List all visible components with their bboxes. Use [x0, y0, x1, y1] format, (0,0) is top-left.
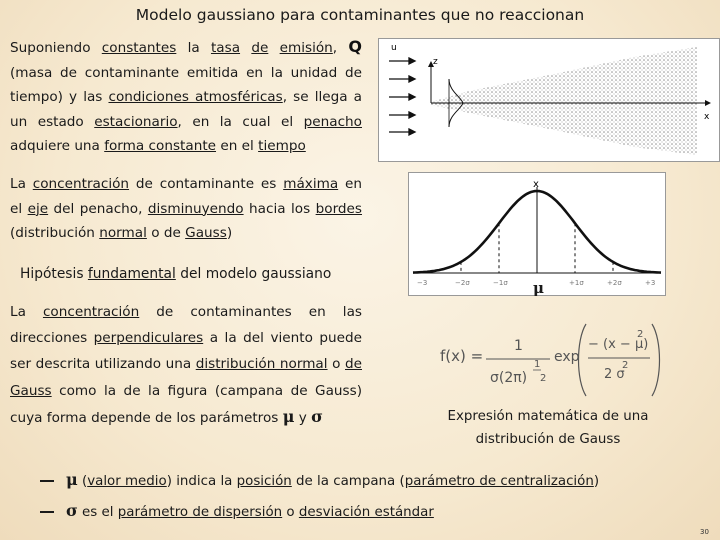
- greek-symbol: σ: [311, 406, 323, 426]
- hypothesis-heading: [20, 266, 331, 282]
- underlined-term: Gauss: [10, 382, 52, 399]
- underlined-term: concentración: [42, 304, 140, 320]
- bell-mu-label: μ: [533, 279, 544, 297]
- text-run: o de: [146, 225, 186, 242]
- paragraph-steady-state: [10, 35, 362, 159]
- underlined-term: de: [345, 356, 362, 373]
- text-run: La: [10, 176, 33, 192]
- underlined-term: posición: [236, 474, 292, 489]
- bullet-dash-icon: [40, 480, 54, 482]
- text-run: , en la cual el: [177, 113, 304, 130]
- underlined-term: valor medio: [87, 474, 167, 489]
- paragraph-max-concentration: [10, 172, 362, 246]
- caption-line-2: distribución de Gauss: [475, 432, 621, 447]
- plume-label-x: x: [704, 112, 710, 122]
- formula-numerator: 1: [514, 338, 523, 354]
- bell-svg: [409, 173, 665, 295]
- text-run: (distribución: [10, 225, 100, 242]
- text-run: ): [226, 225, 233, 242]
- text-run: en el: [10, 176, 362, 217]
- formula-inner-numerator: − (x − μ): [588, 337, 649, 352]
- bell-tick-label: +3: [645, 279, 656, 287]
- text-run: adquiere una: [10, 138, 105, 155]
- text-run: es el: [77, 505, 118, 520]
- underlined-term: eje: [27, 200, 49, 217]
- gaussian-formula: [438, 320, 718, 400]
- bell-tick-label: −1σ: [493, 279, 508, 287]
- formula-exp: exp: [554, 349, 580, 365]
- underlined-term: distribución normal: [195, 356, 328, 373]
- paragraph-gaussian-description: [10, 299, 362, 431]
- formula-inner-sq: 2: [637, 329, 644, 340]
- formula-caption: [418, 405, 678, 451]
- formula-power-den: 2: [540, 373, 547, 384]
- plume-cloud: [431, 47, 697, 155]
- text-run: , se llega a un estado: [10, 89, 362, 130]
- underlined-term: emisión: [279, 40, 333, 56]
- underlined-term: parámetro de centralización: [404, 474, 594, 489]
- underlined-term: parámetro de dispersión: [117, 505, 283, 520]
- greek-symbol: μ: [282, 406, 295, 426]
- underlined-term: perpendiculares: [93, 330, 204, 347]
- underlined-term: condiciones atmosféricas: [108, 89, 283, 106]
- underlined-term: máxima: [283, 176, 339, 192]
- text-run: como la de la figura (campana de Gauss) cuya forma depende de los parámetros: [10, 382, 362, 426]
- bullet-dash-icon: [40, 511, 54, 513]
- text-run: ): [593, 474, 600, 489]
- underlined-term: de: [251, 40, 269, 56]
- underlined-term: constantes: [101, 40, 177, 56]
- text-run: en el: [216, 138, 259, 155]
- text-run: del modelo gaussiano: [175, 266, 332, 282]
- text-run: ,: [332, 40, 349, 56]
- text-run: [268, 40, 279, 56]
- text-run: y: [294, 409, 312, 426]
- text-run: o: [282, 505, 299, 520]
- plume-diagram: [378, 38, 720, 162]
- bell-axis-label-x: x: [533, 179, 539, 190]
- underlined-term: desviación estándar: [298, 505, 434, 520]
- text-run: Q: [348, 37, 362, 56]
- formula-lhs: f(x) =: [440, 347, 484, 365]
- formula-denominator: σ(2π): [490, 370, 528, 386]
- text-run: Suponiendo: [10, 40, 102, 56]
- caption-line-1: Expresión matemática de una: [447, 409, 649, 424]
- formula-inner-denominator: 2 σ: [604, 367, 625, 382]
- bell-tick-label: −3: [417, 279, 428, 287]
- underlined-term: penacho: [303, 113, 362, 130]
- underlined-term: fundamental: [87, 266, 176, 282]
- text-run: a la del viento puede ser descrita utilizando una: [10, 330, 362, 373]
- text-run: hacia los: [243, 200, 316, 217]
- underlined-term: tiempo: [258, 138, 306, 155]
- text-run: la: [176, 40, 211, 56]
- text-run: del penacho,: [48, 200, 148, 217]
- bell-tick-label: +1σ: [569, 279, 584, 287]
- underlined-term: concentración: [32, 176, 130, 192]
- greek-symbol: σ: [66, 501, 78, 520]
- bullet-sigma: [40, 501, 434, 520]
- formula-inner-den-sq: 2: [622, 360, 629, 371]
- text-run: o: [327, 356, 345, 373]
- bell-tick-label: −2σ: [455, 279, 470, 287]
- underlined-term: normal: [99, 225, 147, 242]
- text-run: (: [77, 474, 88, 489]
- underlined-term: bordes: [315, 200, 362, 217]
- page-title: Modelo gaussiano para contaminantes que no reaccionan: [135, 6, 585, 24]
- underlined-term: disminuyendo: [147, 200, 244, 217]
- underlined-term: forma constante: [104, 138, 217, 155]
- underlined-term: Gauss: [185, 225, 227, 242]
- greek-symbol: μ: [66, 470, 78, 489]
- underlined-term: tasa: [210, 40, 241, 56]
- text-run: ) indica la: [166, 474, 237, 489]
- text-run: [240, 40, 251, 56]
- plume-label-u: u: [391, 43, 397, 53]
- page-number: 30: [700, 528, 709, 536]
- underlined-term: estacionario: [94, 113, 178, 130]
- formula-svg: [438, 320, 718, 400]
- text-run: de la campana (: [291, 474, 405, 489]
- text-run: de contaminante es: [129, 176, 284, 192]
- text-run: La: [10, 304, 43, 320]
- plume-svg: [379, 39, 719, 161]
- bullet-mu: [40, 470, 599, 489]
- bell-tick-label: +2σ: [607, 279, 622, 287]
- text-run: de contaminantes en las direcciones: [10, 304, 362, 347]
- formula-power-num: 1: [534, 359, 541, 370]
- text-run: (masa de contaminante emitida en la unidad de tiempo) y las: [10, 64, 362, 106]
- text-run: Hipótesis: [20, 266, 88, 282]
- wind-arrows: [389, 58, 415, 135]
- plume-label-z: z: [433, 57, 438, 67]
- gaussian-bell-diagram: [408, 172, 666, 296]
